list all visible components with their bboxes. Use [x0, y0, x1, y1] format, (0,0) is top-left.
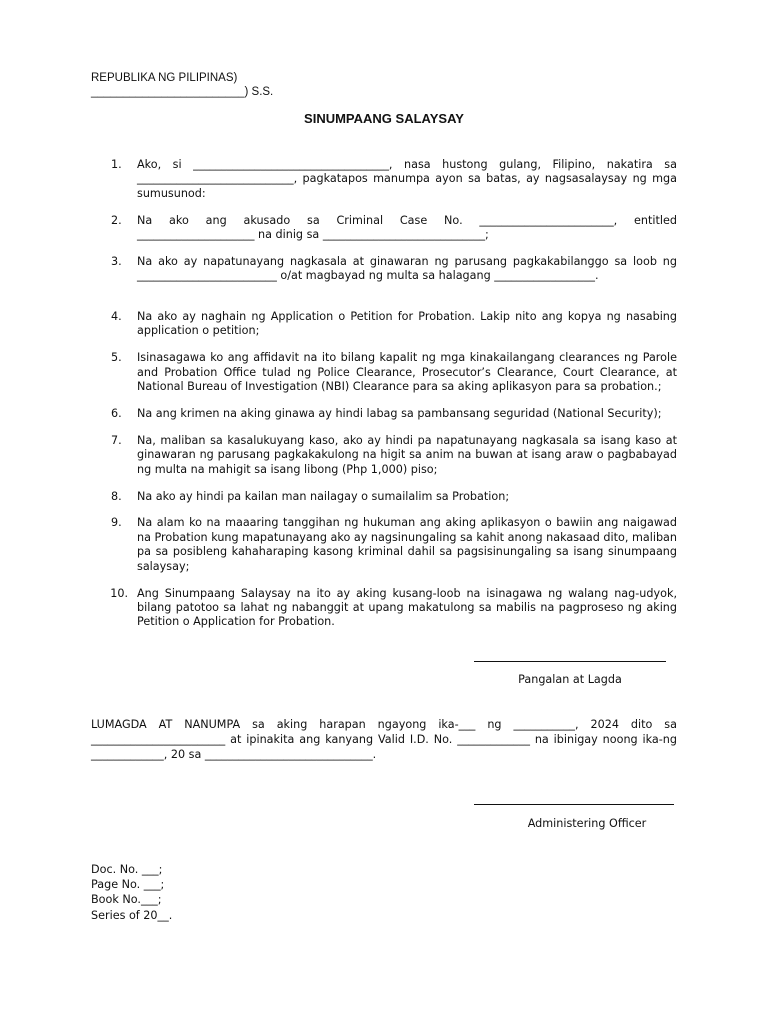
jurat-paragraph: LUMAGDA AT NANUMPA sa aking harapan ngayong ika-___ ng ___________, 2024 dito sa ________________________ at ipinakita ang kanyang Valid I.D. No. _____________ na ibinigay noong ika-ng _____________, 20 sa ______________________________. — [91, 718, 677, 762]
list-item — [91, 407, 677, 421]
item-number: 6. — [111, 406, 122, 420]
item-number: 2. — [111, 213, 122, 227]
list-item — [91, 434, 677, 477]
list-item — [91, 587, 677, 630]
document-title: SINUMPAANG SALAYSAY — [304, 111, 464, 126]
item-text: Na alam ko na maaaring tanggihan ng hukuman ang aking aplikasyon o bawiin ang naigawad na Probation kung mapatunayang ako ay nagsinungaling sa kahit anong nakasaad dito, maliban pa sa posibleng kahaharaping kasong kriminal dahil sa pagsisinungaling sa isang sinumpaang salaysay; — [137, 516, 677, 573]
item-text: Na, maliban sa kasalukuyang kaso, ako ay hindi pa napatunayang nagkasala sa isang kaso at ginawaran ng parusang pagkakakulong na higit sa anim na buwan at isang araw o pagbabayad ng multa na mahigit sa isang libong (Php 1,000) piso; — [137, 433, 677, 476]
list-item — [91, 214, 677, 243]
page-no: Page No. ___; — [91, 878, 165, 892]
statement-list — [91, 158, 677, 642]
item-text: Isinasagawa ko ang affidavit na ito bilang kapalit ng mga kinakailangang clearances ng Parole and Probation Office tulad ng Police Clearance, Prosecutor’s Clearance, Court Clearance, at National Bureau of Investigation (NBI) Clearance para sa aking aplikasyon para sa probation.; — [137, 351, 677, 393]
affiant-signature-line — [474, 661, 666, 662]
item-text: Na ako ay hindi pa kailan man nailagay o sumailalim sa Probation; — [137, 489, 510, 503]
item-text: Na ako ay naghain ng Application o Petition for Probation. Lakip nito ang kopya ng nasabing application o petition; — [137, 309, 677, 338]
ss-line: ________________________) S.S. — [91, 86, 274, 98]
item-number: 9. — [111, 516, 122, 530]
item-text: Na ako ang akusado sa Criminal Case No. ________________________, entitled _____________________ na dinig sa _____________________________; — [137, 213, 677, 242]
list-item — [91, 158, 677, 201]
item-number: 8. — [111, 489, 122, 503]
item-number: 7. — [111, 433, 122, 447]
item-text: Ako, si ___________________________________, nasa hustong gulang, Filipino, nakatira sa ____________________________, pagkatapos manumpa ayon sa batas, ay nagsasalaysay ng mga sumusunod: — [137, 158, 677, 200]
item-number: 4. — [111, 309, 122, 323]
item-number: 1. — [111, 158, 122, 171]
item-text: Ang Sinumpaang Salaysay na ito ay aking kusang-loob na isinagawa ng walang nag-udyok, bilang patotoo sa lahat ng nabanggit at upang makatulong sa mabilis na pagproseso ng aking Petition o Application for Probation. — [137, 586, 677, 629]
item-number: 5. — [111, 351, 122, 365]
republika-line: REPUBLIKA NG PILIPINAS) — [91, 72, 238, 84]
item-number: 3. — [111, 255, 122, 269]
item-number: 10. — [110, 586, 128, 600]
series: Series of 20__. — [91, 908, 173, 922]
notarial-register — [91, 862, 172, 923]
list-item — [91, 490, 677, 504]
item-text: Na ang krimen na aking ginawa ay hindi labag sa pambansang seguridad (National Security); — [137, 406, 662, 420]
officer-signature-line — [474, 804, 674, 805]
affiant-signature-label: Pangalan at Lagda — [518, 673, 622, 686]
officer-signature-label: Administering Officer — [527, 817, 647, 830]
list-item — [91, 351, 677, 394]
doc-no: Doc. No. ___; — [91, 863, 163, 876]
book-no: Book No.___; — [91, 893, 162, 907]
list-item — [91, 516, 677, 574]
item-text: Na ako ay napatunayang nagkasala at ginawaran ng parusang pagkakabilanggo sa loob ng _________________________ o/at magbayad ng multa sa halagang __________________. — [137, 255, 677, 283]
list-item — [91, 310, 677, 339]
list-item — [91, 255, 677, 284]
